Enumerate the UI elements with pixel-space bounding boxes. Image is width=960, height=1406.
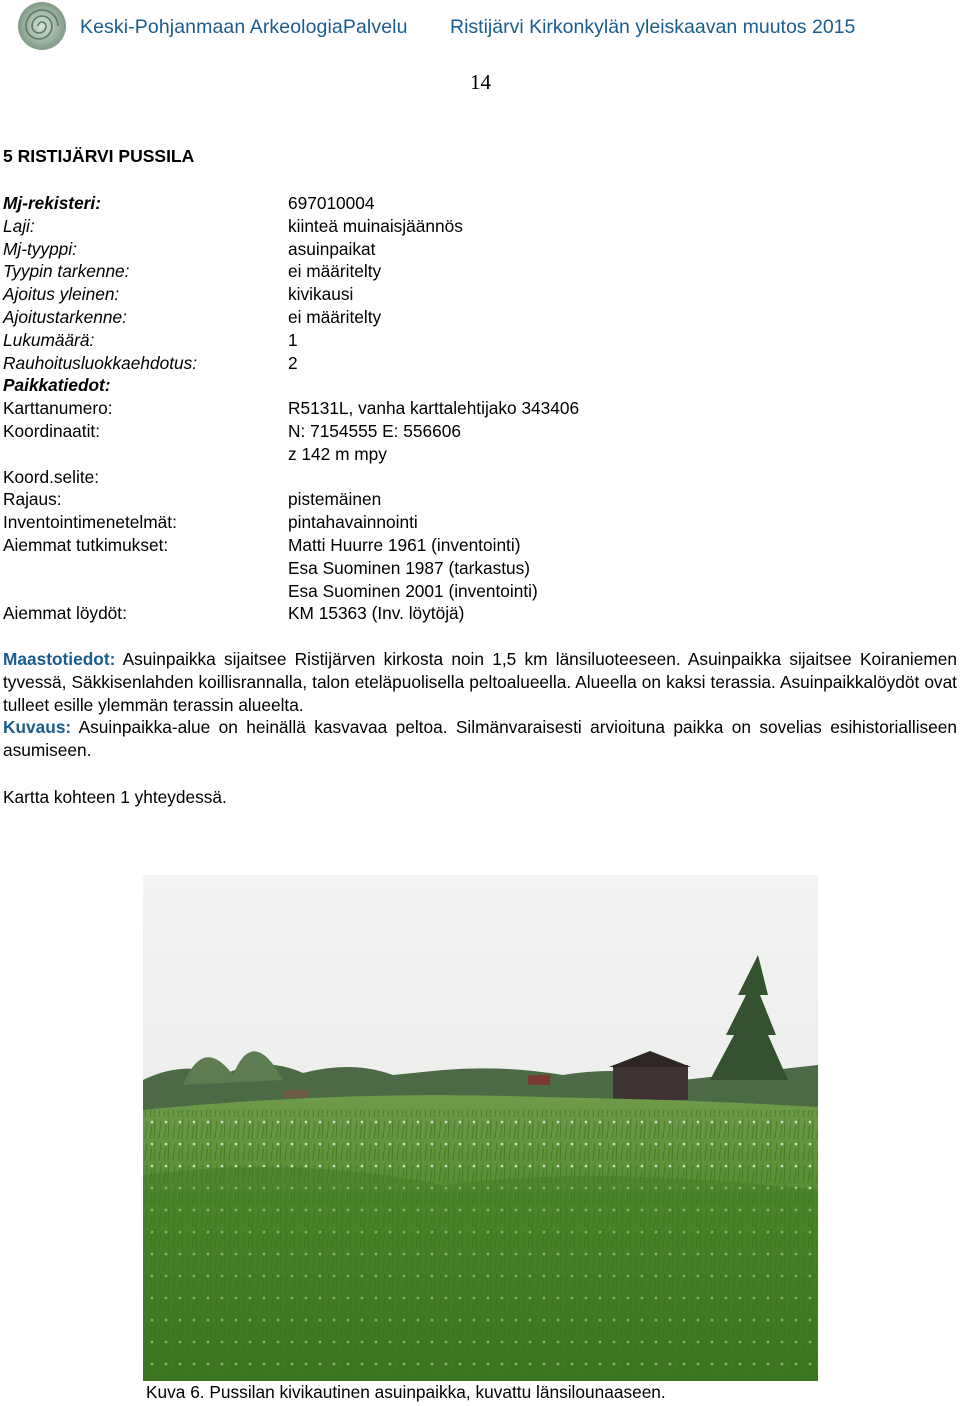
field-value: 2 bbox=[288, 352, 298, 373]
field-value: Esa Suominen 1987 (tarkastus) bbox=[288, 557, 531, 578]
field-row-mj-rekisteri bbox=[3, 192, 953, 215]
field-value: pistemäinen bbox=[288, 489, 382, 510]
field-value: Esa Suominen 2001 (inventointi) bbox=[288, 580, 538, 601]
kuvaus-label: Kuvaus: bbox=[3, 717, 72, 737]
site-fields bbox=[3, 192, 953, 625]
field-row-paikkatiedot bbox=[3, 374, 953, 397]
field-label: Rajaus: bbox=[3, 489, 62, 510]
field-row-ajoitus-yleinen bbox=[3, 283, 953, 306]
field-value: 1 bbox=[288, 329, 298, 350]
field-row-rajaus bbox=[3, 488, 953, 511]
field-label: Koord.selite: bbox=[3, 466, 100, 487]
field-label: Ajoitus yleinen: bbox=[3, 284, 120, 305]
field-value: Matti Huurre 1961 (inventointi) bbox=[288, 534, 521, 555]
section-title: 5 RISTIJÄRVI PUSSILA bbox=[3, 146, 195, 166]
maastotiedot-label: Maastotiedot: bbox=[3, 649, 116, 669]
field-value: 697010004 bbox=[288, 193, 375, 213]
field-row-koordinaatit-z bbox=[3, 443, 953, 466]
kartta-note: Kartta kohteen 1 yhteydessä. bbox=[3, 787, 227, 807]
field-value: KM 15363 (Inv. löytöjä) bbox=[288, 603, 465, 624]
field-label: Aiemmat tutkimukset: bbox=[3, 534, 169, 555]
field-label: Ajoitustarkenne: bbox=[3, 306, 127, 327]
field-value: N: 7154555 E: 556606 bbox=[288, 420, 461, 441]
field-row-aiemmat-tutkimukset-2 bbox=[3, 557, 953, 580]
field-label: Mj-rekisteri: bbox=[3, 193, 101, 213]
header-document-title: Ristijärvi Kirkonkylän yleiskaavan muutos 2015 bbox=[450, 16, 856, 38]
field-value: z 142 m mpy bbox=[288, 443, 387, 464]
field-row-laji bbox=[3, 215, 953, 238]
maastotiedot-paragraph bbox=[3, 648, 957, 716]
field-row-tyypin-tarkenne bbox=[3, 260, 953, 283]
page-header bbox=[0, 0, 960, 55]
field-label: Mj-tyyppi: bbox=[3, 238, 77, 259]
field-row-aiemmat-loydot bbox=[3, 602, 953, 625]
field-label: Aiemmat löydöt: bbox=[3, 603, 127, 624]
field-value: kivikausi bbox=[288, 284, 354, 305]
field-value: pintahavainnointi bbox=[288, 512, 418, 533]
page-number: 14 bbox=[470, 70, 491, 94]
field-value: kiinteä muinaisjäännös bbox=[288, 215, 463, 236]
maastotiedot-text: Asuinpaikka sijaitsee Ristijärven kirkosta noin 1,5 km länsiluoteeseen. Asuinpaikka sijaitsee Koiraniemen tyvessä, Säkkisenlahden koillisrannalla, talon eteläpuolisella peltoalueella. Alueella on kaksi terassia. Asuinpaikkalöydöt ovat tulleet esille ylemmän terassin alueelta. bbox=[3, 649, 957, 715]
arkeologiapalvelu-logo-icon bbox=[16, 0, 68, 52]
field-label: Koordinaatit: bbox=[3, 420, 101, 441]
field-row-koord-selite bbox=[3, 466, 953, 489]
photo-caption: Kuva 6. Pussilan kivikautinen asuinpaikka, kuvattu länsilounaaseen. bbox=[146, 1382, 666, 1402]
field-value: R5131L, vanha karttalehtijako 343406 bbox=[288, 398, 580, 419]
field-row-aiemmat-tutkimukset-3 bbox=[3, 580, 953, 603]
kuvaus-paragraph bbox=[3, 716, 957, 762]
field-row-karttanumero bbox=[3, 397, 953, 420]
field-label: Tyypin tarkenne: bbox=[3, 261, 130, 282]
field-value: asuinpaikat bbox=[288, 238, 376, 259]
field-row-koordinaatit bbox=[3, 420, 953, 443]
field-value: ei määritelty bbox=[288, 261, 382, 282]
field-row-rauhoitusluokka bbox=[3, 352, 953, 375]
field-row-mj-tyyppi bbox=[3, 238, 953, 261]
kuvaus-text: Asuinpaikka-alue on heinällä kasvavaa peltoa. Silmänvaraisesti arvioituna paikka on sovelias esihistorialliseen asumiseen. bbox=[3, 717, 958, 760]
header-organization: Keski-Pohjanmaan ArkeologiaPalvelu bbox=[80, 16, 408, 38]
field-label: Karttanumero: bbox=[3, 398, 113, 419]
field-row-lukumaara bbox=[3, 329, 953, 352]
field-heading: Paikkatiedot: bbox=[3, 375, 111, 396]
field-row-ajoitustarkenne bbox=[3, 306, 953, 329]
field-row-inventointimenetelmat bbox=[3, 511, 953, 534]
field-label: Inventointimenetelmät: bbox=[3, 512, 177, 533]
site-photo bbox=[143, 875, 818, 1381]
field-value: ei määritelty bbox=[288, 306, 382, 327]
field-label: Laji: bbox=[3, 215, 35, 236]
field-label: Lukumäärä: bbox=[3, 329, 95, 350]
meadow-photo-image bbox=[143, 875, 818, 1381]
field-row-aiemmat-tutkimukset bbox=[3, 534, 953, 557]
field-label: Rauhoitusluokkaehdotus: bbox=[3, 352, 198, 373]
